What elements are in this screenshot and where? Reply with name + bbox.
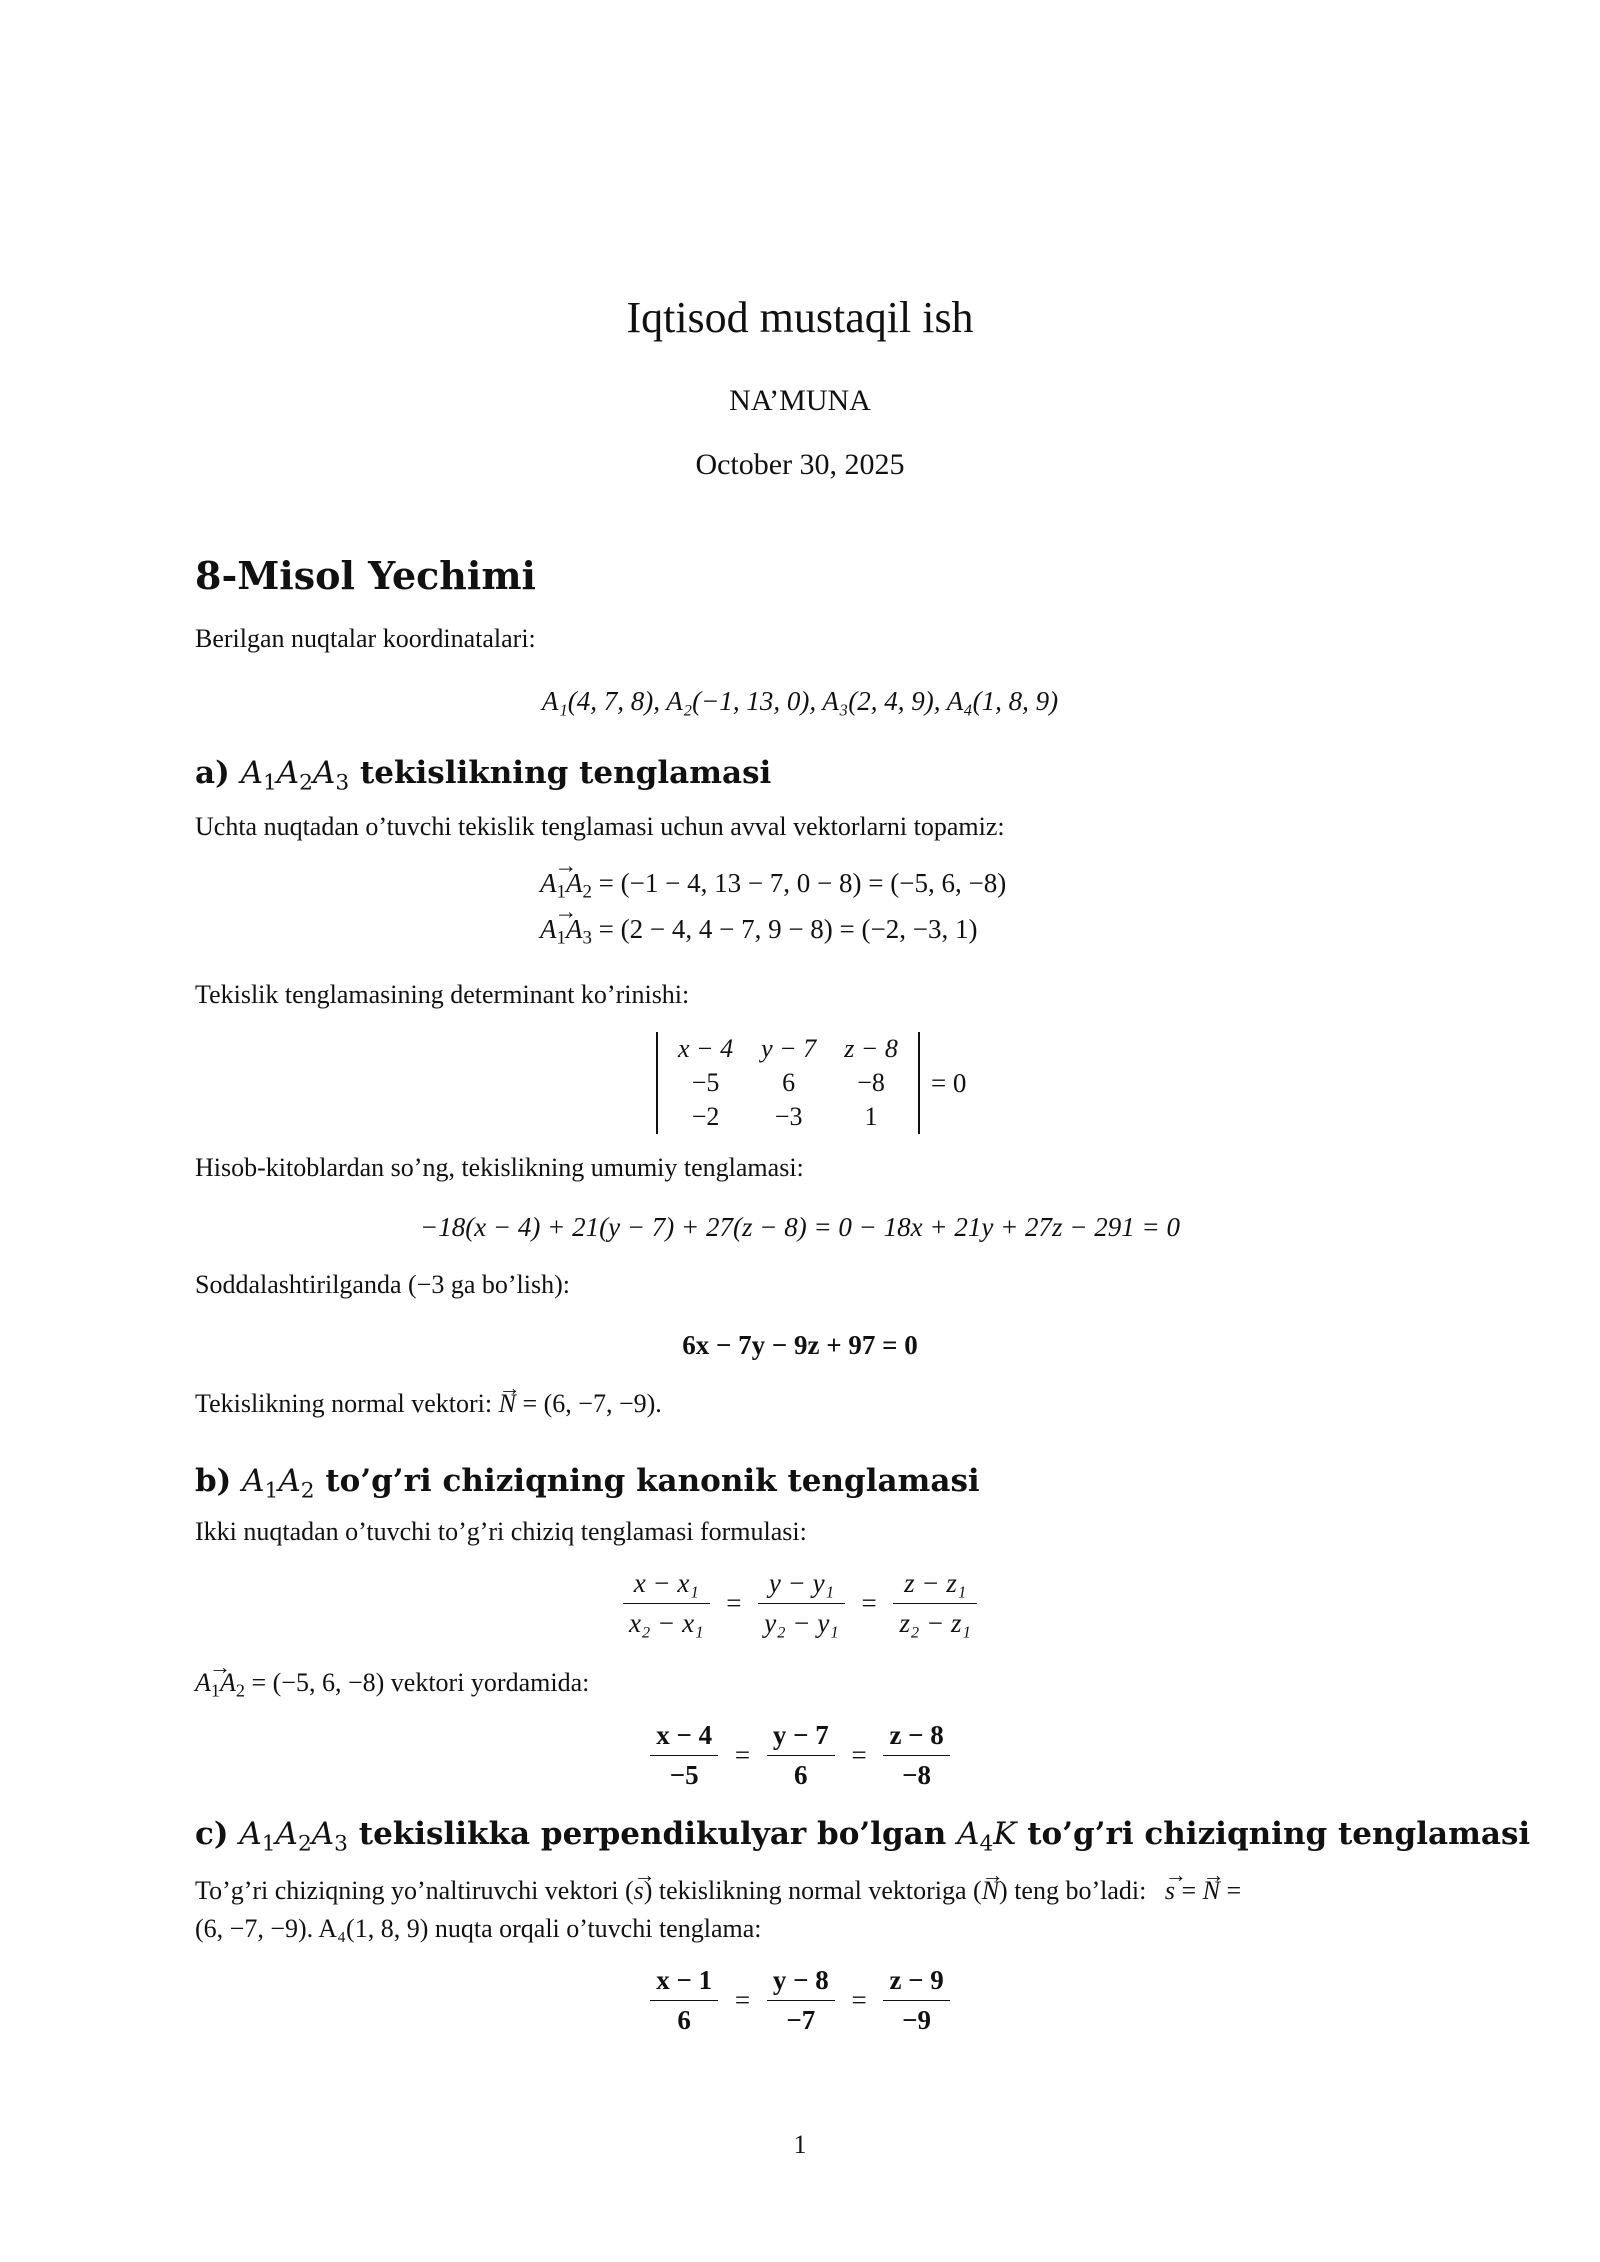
- part-a-heading: a) $A_1A_2A_3$ tekislikning tenglamasi: [195, 755, 772, 796]
- document-title: Iqtisod mustaqil ish: [626, 293, 974, 342]
- canonical-line-equation: $\frac{x - 4}{-5}$ = $\frac{y - 7}{6}$ = $\frac{z - 8}{-8}$: [0, 1720, 1600, 1791]
- perpendicular-fraction-y: $\frac{y - 8}{-7}$: [767, 1965, 835, 2036]
- normal-vector-line: Tekislikning normal vektori: → N = (6, −7, −9).: [195, 1389, 662, 1419]
- line-formula-fraction-x: $\frac{\text{x − x₁}}{\text{x₂ − x₁}}$: [623, 1568, 709, 1639]
- canonical-fraction-z: $\frac{z - 8}{-8}$: [883, 1720, 949, 1791]
- perpendicular-fraction-x: $\frac{x - 1}{6}$: [650, 1965, 718, 2036]
- intro-text: Berilgan nuqtalar koordinatalari:: [195, 624, 536, 653]
- perpendicular-fraction-z: $\frac{z - 9}{-9}$: [883, 1965, 949, 2036]
- canonical-fraction-x: $\frac{x - 4}{-5}$: [650, 1720, 718, 1791]
- canonical-fraction-y: $\frac{y - 7}{6}$: [767, 1720, 835, 1791]
- line-formula-fraction-y: $\frac{\text{y − y₁}}{\text{y₂ − y₁}}$: [758, 1568, 844, 1639]
- page-number: 1: [793, 2130, 807, 2159]
- determinant: [656, 1032, 972, 1134]
- document-author: NA’MUNA: [729, 384, 871, 417]
- part-b-heading: b) $A_1A_2$ to’g’ri chiziqning kanonik tenglamasi: [195, 1463, 980, 1504]
- part-c-heading: c) $A_1A_2A_3$ tekislikka perpendikulyar bo’lgan $A_4K$ to’g’ri chiziqning tenglamasi: [195, 1816, 1531, 1857]
- part-a-text4: Soddalashtirilganda (−3 ga bo’lish):: [195, 1270, 570, 1299]
- points-line: A₁(4, 7, 8), A₂(−1, 13, 0), A₃(2, 4, 9), A₄(1, 8, 9): [541, 686, 1059, 716]
- line-formula-fraction-z: $\frac{\text{z − z₁}}{\text{z₂ − z₁}}$: [893, 1568, 977, 1639]
- part-a-text3: Hisob-kitoblardan so’ng, tekislikning umumiy tenglamasi:: [195, 1153, 804, 1182]
- vector-a1a2-equation: → $A_1A_2 = (-1 - 4$, 13 − 7, 0 − 8) = (−5, 6, −8): [540, 868, 1006, 899]
- determinant-equals: = 0: [930, 1067, 967, 1098]
- part-a-text2: Tekislik tenglamasining determinant ko’rinishi:: [195, 980, 690, 1009]
- determinant-matrix: x − 4 y − 7 z − 8 −5 6 −8 −2 −3 1: [656, 1032, 920, 1134]
- general-plane-equation: −18(x − 4) + 21(y − 7) + 27(z − 8) = 0 − 18x + 21y + 27z − 291 = 0: [419, 1212, 1181, 1242]
- part-c-text1: To’g’ri chiziqning yo’naltiruvchi vektori (→ s) tekislikning normal vektoriga (→ N) teng bo’ladi: → s = → N =: [195, 1876, 1241, 1906]
- simplified-plane-equation: 6x − 7y − 9z + 97 = 0: [682, 1330, 918, 1360]
- perpendicular-line-equation: $\frac{x - 1}{6}$ = $\frac{y - 8}{-7}$ = $\frac{z - 9}{-9}$: [0, 1965, 1600, 2036]
- part-b-text1: Ikki nuqtadan o’tuvchi to’g’ri chiziq tenglamasi formulasi:: [195, 1517, 807, 1546]
- line-formula: $\frac{\text{x − x₁}}{\text{x₂ − x₁}}$ = $\frac{\text{y − y₁}}{\text{y₂ − y₁}}$ = $\frac{\text{z − z₁}}{\text{z₂ − z₁}}$: [0, 1568, 1600, 1639]
- part-c-text2: (6, −7, −9). A₄(1, 8, 9) nuqta orqali o’tuvchi tenglama:: [195, 1914, 762, 1943]
- vector-a1a3-equation: → $A_1A_3 = (2 - 4$, 4 − 7, 9 − 8) = (−2, −3, 1): [540, 914, 977, 945]
- part-a-text1: Uchta nuqtadan o’tuvchi tekislik tenglamasi uchun avval vektorlarni topamiz:: [195, 812, 1005, 841]
- section-title: 8-Misol Yechimi: [195, 553, 536, 598]
- document-date: October 30, 2025: [695, 448, 905, 481]
- part-b-text2: → $A_1A_2 = (-5$, 6, −8) vektori yordamida:: [195, 1668, 589, 1698]
